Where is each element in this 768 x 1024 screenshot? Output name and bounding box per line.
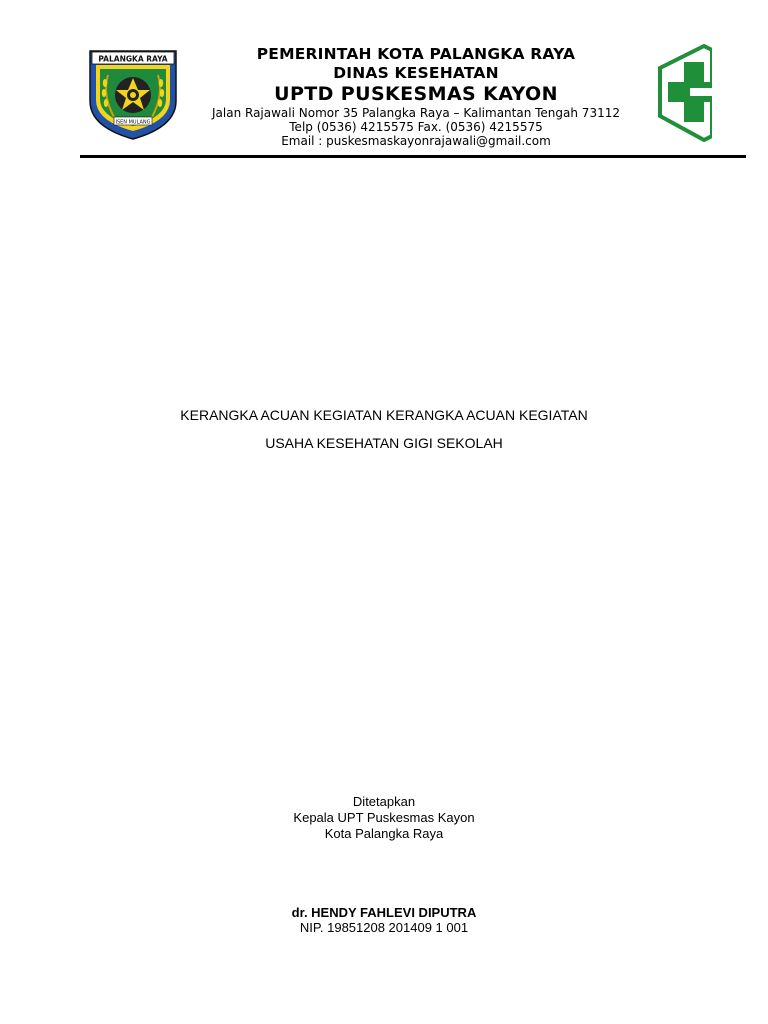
palangka-raya-emblem-logo — [86, 45, 180, 141]
logo-city-text: PALANGKA RAYA — [98, 54, 168, 64]
letterhead-government: PEMERINTAH KOTA PALANGKA RAYA — [256, 45, 576, 63]
letterhead-address: Jalan Rajawali Nomor 35 Palangka Raya – Kalimantan Tengah 73112 — [212, 106, 620, 120]
document-title: KERANGKA ACUAN KEGIATAN KERANGKA ACUAN KEGIATAN — [180, 407, 588, 423]
letterhead-institution: UPTD PUSKESMAS KAYON — [274, 83, 558, 105]
signatory-name: dr. HENDY FAHLEVI DIPUTRA — [291, 905, 477, 920]
letterhead-phone: Telp (0536) 4215575 Fax. (0536) 4215575 — [289, 120, 543, 134]
letterhead-email: Email : puskesmaskayonrajawali@gmail.com — [281, 134, 551, 148]
document-subtitle: USAHA KESEHATAN GIGI SEKOLAH — [265, 435, 503, 451]
signature-position: Kepala UPT Puskesmas Kayon — [293, 810, 475, 825]
logo-motto-text: ISEN MULANG — [115, 119, 151, 126]
letterhead-divider — [80, 155, 746, 158]
signature-city: Kota Palangka Raya — [324, 826, 444, 841]
signatory-nip: NIP. 19851208 201409 1 001 — [299, 920, 469, 935]
letterhead — [186, 45, 646, 148]
letterhead-department: DINAS KESEHATAN — [333, 64, 499, 82]
signature-label: Ditetapkan — [352, 794, 416, 809]
puskesmas-cross-logo — [656, 44, 712, 142]
